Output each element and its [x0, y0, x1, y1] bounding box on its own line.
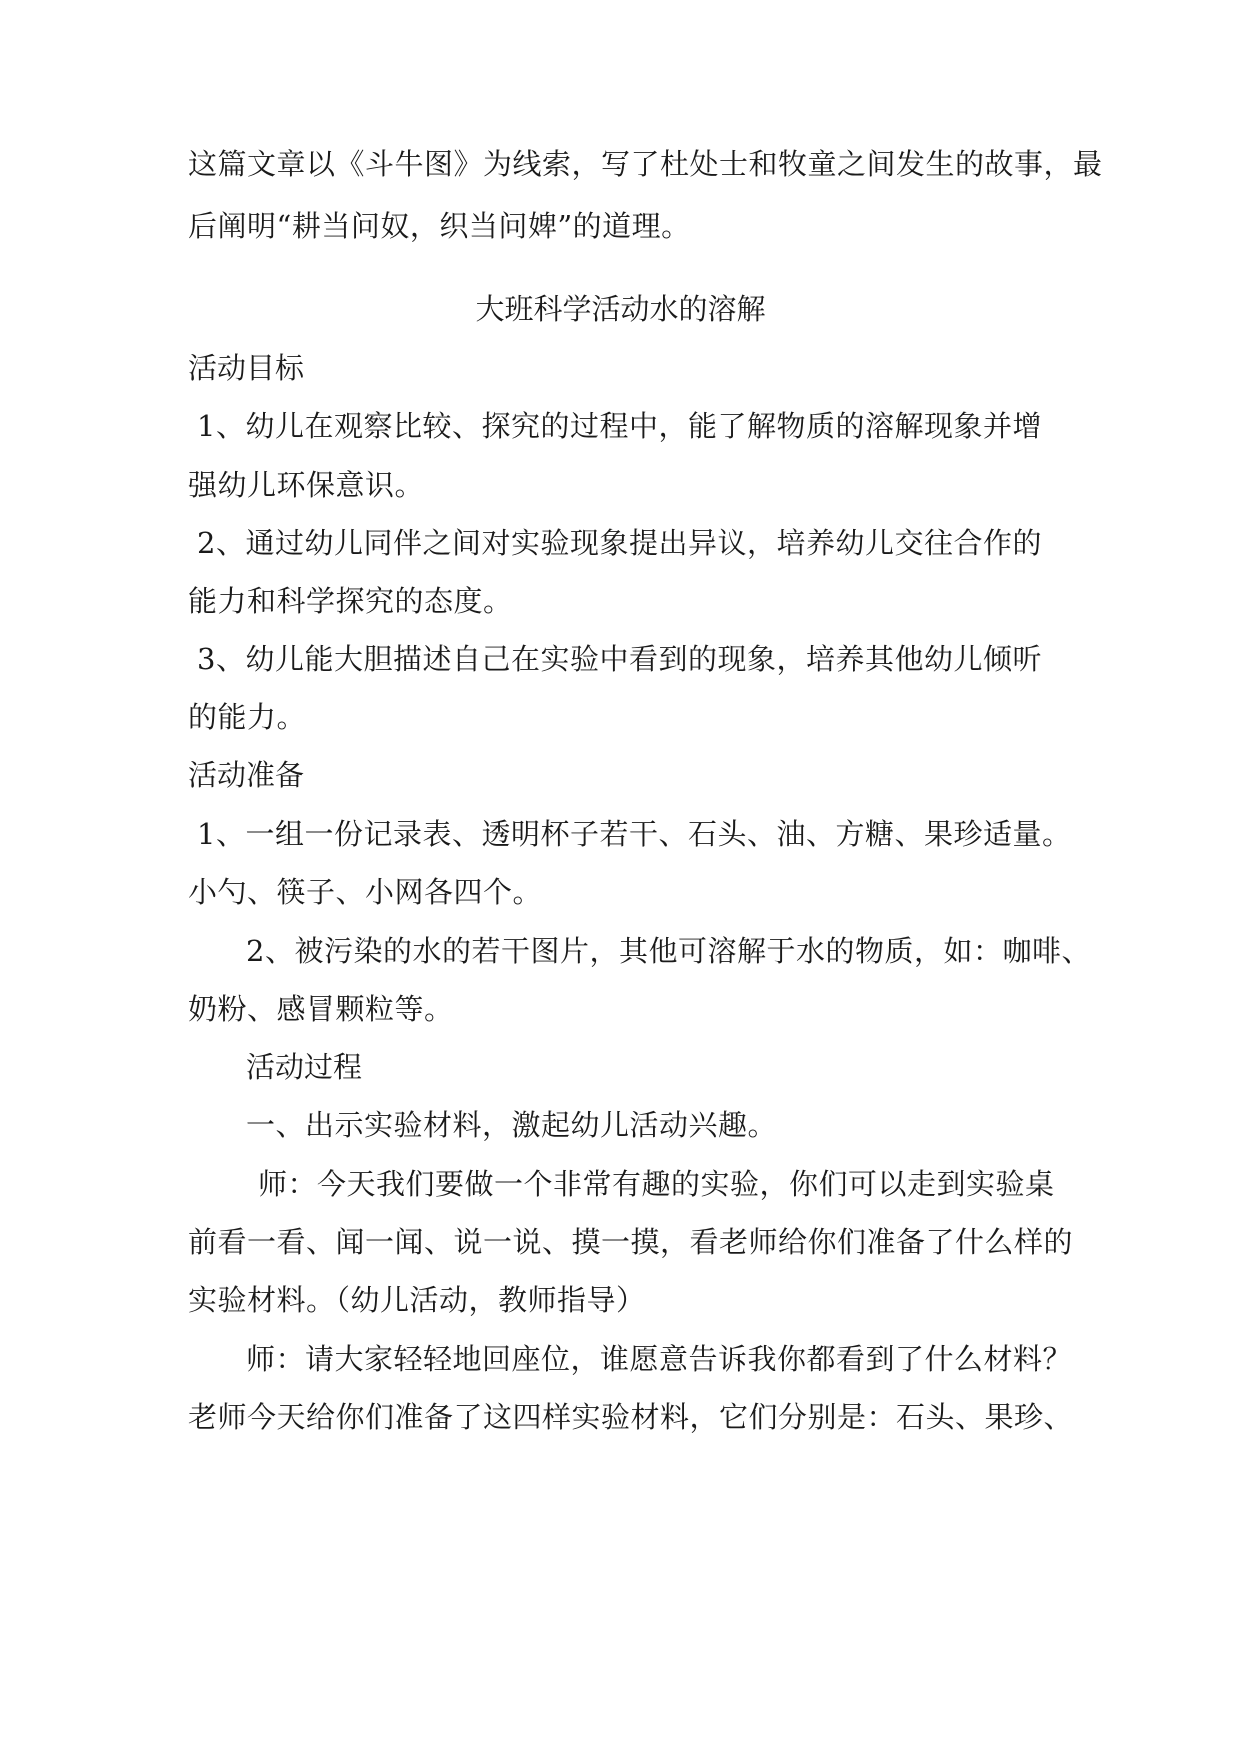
goal-2-line-1: 2、通过幼儿同伴之间对实验现象提出异议，培养幼儿交往合作的: [197, 526, 1042, 560]
goals-heading: 活动目标: [188, 351, 305, 385]
prep-heading: 活动准备: [188, 758, 305, 792]
process-step-1: 一、出示实验材料，激起幼儿活动兴趣。: [246, 1108, 778, 1142]
process-heading: 活动过程: [246, 1050, 363, 1084]
goal-1-line-2: 强幼儿环保意识。: [188, 468, 425, 502]
document-title: 大班科学活动水的溶解: [475, 292, 766, 326]
prep-1-line-1: 1、一组一份记录表、透明杯子若干、石头、油、方糖、果珍适量。: [197, 817, 1072, 851]
process-p1-line-3: 实验材料。（幼儿活动，教师指导）: [188, 1283, 646, 1317]
intro-line-1: 这篇文章以《斗牛图》为线索，写了杜处士和牧童之间发生的故事，最: [188, 147, 1103, 181]
goal-3-line-2: 的能力。: [188, 700, 307, 734]
process-p2-line-1: 师：请大家轻轻地回座位，谁愿意告诉我你都看到了什么材料？: [246, 1342, 1073, 1376]
goal-1-line-1: 1、幼儿在观察比较、探究的过程中，能了解物质的溶解现象并增: [197, 409, 1042, 443]
process-p1-line-2: 前看一看、闻一闻、说一说、摸一摸，看老师给你们准备了什么样的: [188, 1225, 1074, 1259]
goal-2-line-2: 能力和科学探究的态度。: [188, 584, 513, 618]
intro-line-2: 后阐明“耕当问奴，织当问婢”的道理。: [188, 209, 691, 243]
process-p2-line-2: 老师今天给你们准备了这四样实验材料，它们分别是：石头、果珍、: [188, 1400, 1074, 1434]
process-p1-line-1: 师：今天我们要做一个非常有趣的实验，你们可以走到实验桌: [258, 1167, 1055, 1201]
prep-2-line-2: 奶粉、感冒颗粒等。: [188, 992, 454, 1026]
prep-1-line-2: 小勺、筷子、小网各四个。: [188, 875, 543, 909]
prep-2-line-1: 2、被污染的水的若干图片，其他可溶解于水的物质，如：咖啡、: [246, 934, 1091, 968]
goal-3-line-1: 3、幼儿能大胆描述自己在实验中看到的现象，培养其他幼儿倾听: [197, 642, 1042, 676]
